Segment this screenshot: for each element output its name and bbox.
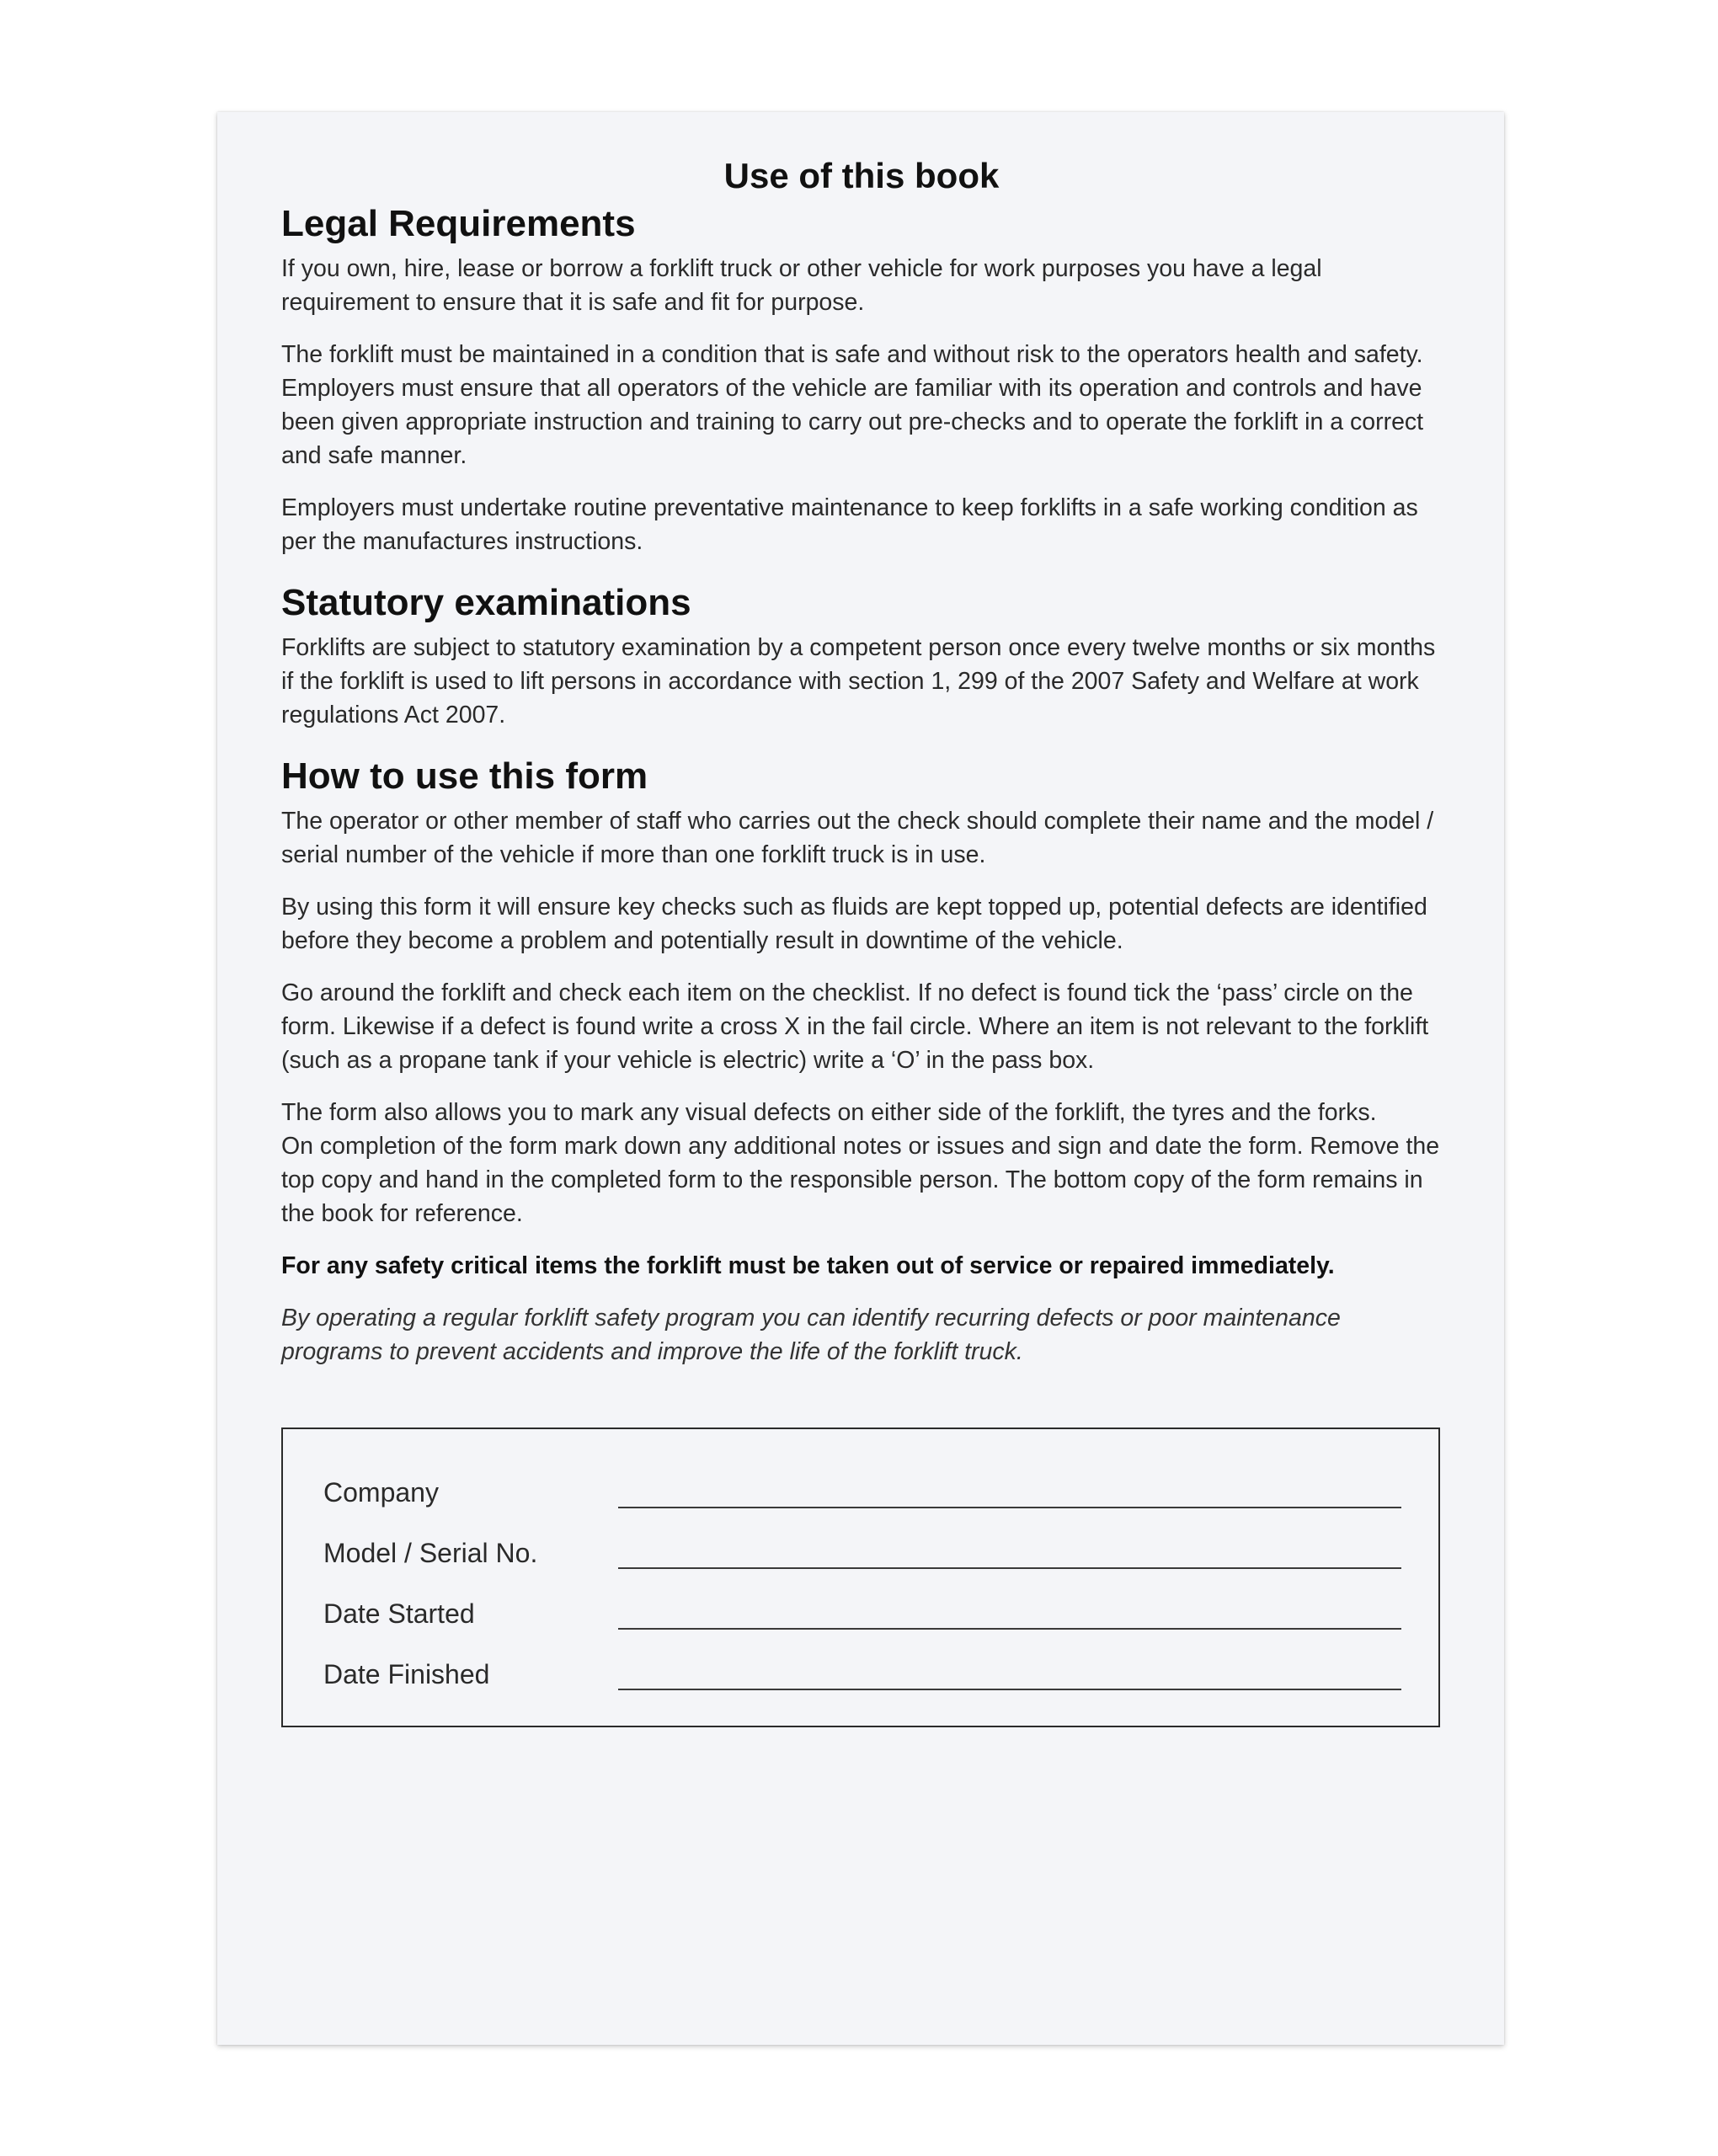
legal-paragraph: If you own, hire, lease or borrow a forklift truck or other vehicle for work purposes you have a legal requirement to ensure that it is safe and fit for purpose. bbox=[281, 255, 1322, 316]
details-form-box bbox=[281, 1428, 1440, 1727]
company-field-line[interactable] bbox=[618, 1507, 1401, 1508]
how-to-paragraph: Go around the forklift and check each item on the checklist. If no defect is found tick the ‘pass’ circle on the form. Likewise if a defect is found write a cross X in the fail circle. Where an item is not relevant to the forklift (such as a propane tank if your vehicle is electric) write a ‘O’ in the pass box. bbox=[281, 979, 1429, 1074]
page-content bbox=[281, 154, 1442, 1369]
how-to-use-heading: How to use this form bbox=[281, 755, 648, 797]
legal-requirements-heading: Legal Requirements bbox=[281, 203, 636, 244]
how-to-paragraph: The operator or other member of staff who carries out the check should complete their name and the model / serial number of the vehicle if more than one forklift truck is in use. bbox=[281, 808, 1434, 868]
company-label: Company bbox=[323, 1477, 439, 1508]
visual-defects-paragraph bbox=[281, 1096, 1442, 1230]
model-serial-label: Model / Serial No. bbox=[323, 1538, 538, 1568]
date-finished-label: Date Finished bbox=[323, 1659, 490, 1689]
completion-line: On completion of the form mark down any additional notes or issues and sign and date the form. Remove the top copy and hand in the completed form to the responsible person. The bottom copy of the form remains in the book for reference. bbox=[281, 1133, 1440, 1227]
how-to-paragraph: By using this form it will ensure key checks such as fluids are kept topped up, potential defects are identified before they become a problem and potentially result in downtime of the vehicle. bbox=[281, 894, 1427, 954]
statutory-paragraph: Forklifts are subject to statutory examination by a competent person once every twelve months or six months if the forklift is used to lift persons in accordance with section 1, 299 of the 2007 Safety and Welfare at work regulations Act 2007. bbox=[281, 634, 1436, 728]
document-page bbox=[217, 112, 1504, 2045]
statutory-examinations-heading: Statutory examinations bbox=[281, 582, 691, 623]
date-started-field-line[interactable] bbox=[618, 1628, 1401, 1630]
legal-paragraph: The forklift must be maintained in a condition that is safe and without risk to the operators health and safety. Employers must ensure that all operators of the vehicle are familiar with its operation and controls and have been given appropriate instruction and training to carry out pre-checks and to operate the forklift in a correct and safe manner. bbox=[281, 341, 1424, 469]
visual-defects-line: The form also allows you to mark any visual defects on either side of the forklift, the tyres and the forks. bbox=[281, 1099, 1377, 1126]
legal-paragraph: Employers must undertake routine preventative maintenance to keep forklifts in a safe working condition as per the manufactures instructions. bbox=[281, 494, 1418, 555]
safety-notice: For any safety critical items the forklift must be taken out of service or repaired immediately. bbox=[281, 1252, 1335, 1279]
date-started-label: Date Started bbox=[323, 1598, 475, 1629]
program-note: By operating a regular forklift safety program you can identify recurring defects or poor maintenance programs to prevent accidents and improve the life of the forklift truck. bbox=[281, 1305, 1341, 1365]
page-title: Use of this book bbox=[723, 156, 1000, 195]
company-row bbox=[323, 1470, 1401, 1512]
model-serial-row bbox=[323, 1530, 1401, 1572]
date-started-row bbox=[323, 1591, 1401, 1633]
date-finished-field-line[interactable] bbox=[618, 1689, 1401, 1690]
date-finished-row bbox=[323, 1652, 1401, 1694]
model-serial-field-line[interactable] bbox=[618, 1567, 1401, 1569]
